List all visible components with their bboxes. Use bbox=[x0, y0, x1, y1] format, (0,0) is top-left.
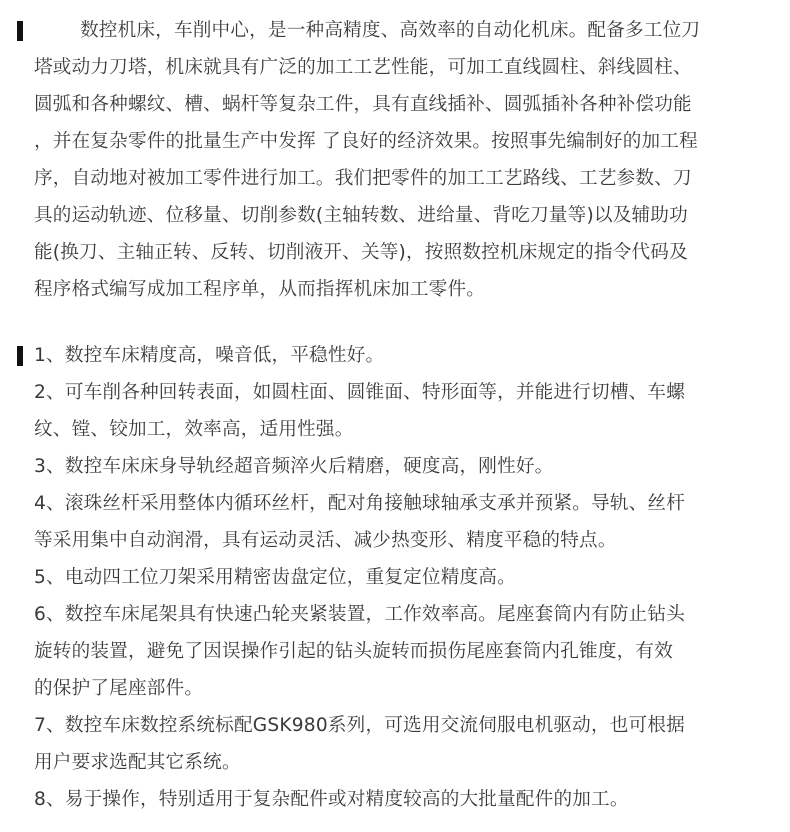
paragraph-line: 塔或动力刀塔，机床就具有广泛的加工工艺性能，可加工直线圆柱、斜线圆柱、 bbox=[34, 57, 692, 78]
feature-line: 的保护了尾座部件。 bbox=[34, 678, 204, 699]
feature-line: 纹、镗、铰加工，效率高，适用性强。 bbox=[34, 419, 354, 440]
feature-line: 2、可车削各种回转表面，如圆柱面、圆锥面、特形面等，并能进行切槽、车螺 bbox=[34, 382, 686, 403]
feature-line: 用户要求选配其它系统。 bbox=[34, 752, 241, 773]
feature-line: 等采用集中自动润滑，具有运动灵活、减少热变形、精度平稳的特点。 bbox=[34, 530, 617, 551]
paragraph-line: 序，自动地对被加工零件进行加工。我们把零件的加工工艺路线、工艺参数、刀 bbox=[34, 168, 692, 189]
feature-line: 8、易于操作，特别适用于复杂配件或对精度较高的大批量配件的加工。 bbox=[34, 789, 629, 810]
section-marker bbox=[17, 346, 23, 366]
feature-line: 旋转的装置，避免了因误操作引起的钻头旋转而损伤尾座套筒内孔锥度，有效 bbox=[34, 641, 673, 662]
feature-line: 1、数控车床精度高，噪音低，平稳性好。 bbox=[34, 345, 385, 366]
feature-line: 6、数控车床尾架具有快速凸轮夹紧装置，工作效率高。尾座套筒内有防止钻头 bbox=[34, 604, 686, 625]
paragraph-line: ，并在复杂零件的批量生产中发挥 了良好的经济效果。按照事先编制好的加工程 bbox=[34, 131, 698, 152]
paragraph-line: 数控机床，车削中心，是一种高精度、高效率的自动化机床。配备多工位刀 bbox=[80, 20, 701, 41]
feature-line: 4、滚珠丝杆采用整体内循环丝杆，配对角接触球轴承支承并预紧。导轨、丝杆 bbox=[34, 493, 686, 514]
feature-line: 3、数控车床床身导轨经超音频淬火后精磨，硬度高，刚性好。 bbox=[34, 456, 554, 477]
paragraph-line: 具的运动轨迹、位移量、切削参数(主轴转数、进给量、背吃刀量等)以及辅助功 bbox=[34, 205, 688, 226]
feature-line: 7、数控车床数控系统标配GSK980系列，可选用交流伺服电机驱动，也可根据 bbox=[34, 715, 685, 736]
section-marker bbox=[17, 21, 23, 41]
paragraph-line: 程序格式编写成加工程序单，从而指挥机床加工零件。 bbox=[34, 279, 486, 300]
feature-line: 5、电动四工位刀架采用精密齿盘定位，重复定位精度高。 bbox=[34, 567, 516, 588]
paragraph-line: 圆弧和各种螺纹、槽、蜗杆等复杂工件，具有直线插补、圆弧插补各种补偿功能 bbox=[34, 94, 692, 115]
paragraph-line: 能(换刀、主轴正转、反转、切削液开、关等)，按照数控机床规定的指令代码及 bbox=[34, 242, 688, 263]
